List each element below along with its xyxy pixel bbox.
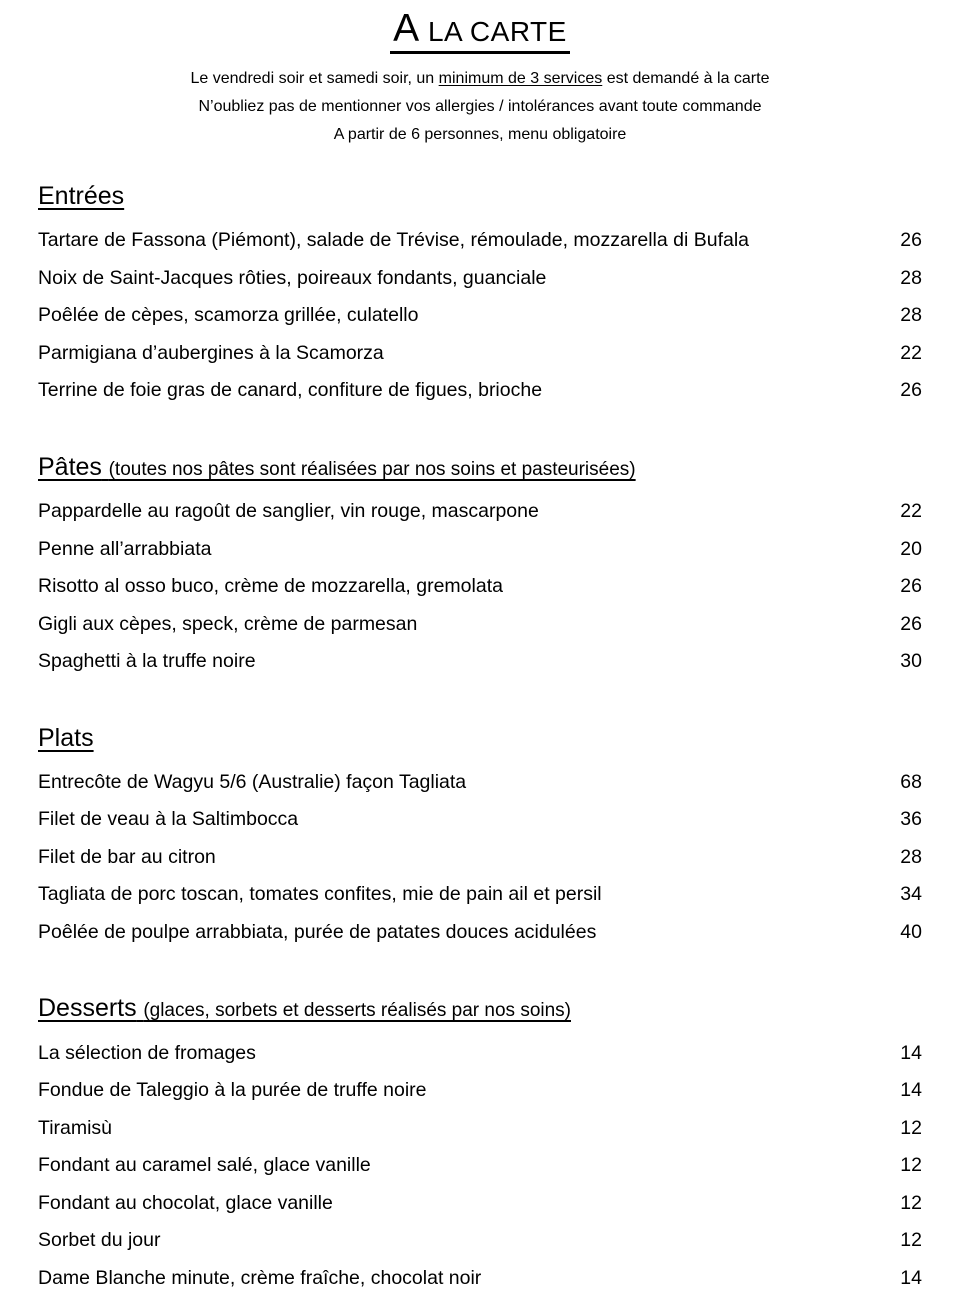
note-line-allergies: N’oubliez pas de mentionner vos allergies / intolérances avant toute commande: [198, 98, 762, 116]
menu-section-pates: [38, 452, 922, 681]
note-line1-underlined: minimum de 3 services: [438, 70, 603, 88]
item-name: Fondant au chocolat, glace vanille: [38, 1191, 333, 1214]
menu-item: [38, 297, 922, 335]
section-heading: [38, 993, 922, 1024]
item-name: Sorbet du jour: [38, 1229, 161, 1252]
item-name: Filet de veau à la Saltimbocca: [38, 808, 299, 831]
note-line-menu-obligatoire: A partir de 6 personnes, menu obligatoire: [333, 126, 627, 144]
item-price: 68: [900, 770, 922, 793]
item-price: 12: [900, 1191, 922, 1214]
item-name: Fondue de Taleggio à la purée de truffe noire: [38, 1079, 427, 1102]
menu-item: [38, 372, 922, 410]
item-list: [38, 493, 922, 681]
section-heading: [38, 452, 922, 483]
section-heading: [38, 723, 922, 754]
item-name: Spaghetti à la truffe noire: [38, 650, 256, 673]
item-price: 26: [900, 575, 922, 598]
menu-section-plats: [38, 723, 922, 952]
item-name: Poêlée de cèpes, scamorza grillée, culatello: [38, 304, 419, 327]
page-title-initial: A: [393, 7, 420, 50]
page-title-rest: LA CARTE: [419, 16, 567, 47]
note-line1-prefix: Le vendredi soir et samedi soir, un: [190, 70, 439, 88]
menu-item: [38, 764, 922, 802]
item-name: Noix de Saint-Jacques rôties, poireaux fondants, guanciale: [38, 266, 547, 289]
menu-item: [38, 260, 922, 298]
menu-item: [38, 606, 922, 644]
item-name: Tiramisù: [38, 1116, 113, 1139]
item-price: 26: [900, 379, 922, 402]
item-name: Filet de bar au citron: [38, 845, 216, 868]
menu-item: [38, 1110, 922, 1148]
item-price: 28: [900, 266, 922, 289]
item-list: [38, 1035, 922, 1298]
menu-item: [38, 839, 922, 877]
item-price: 14: [900, 1266, 922, 1289]
item-list: [38, 222, 922, 410]
item-price: 12: [900, 1116, 922, 1139]
menu-item: [38, 493, 922, 531]
menu-item: [38, 1147, 922, 1185]
item-name: Penne all’arrabbiata: [38, 537, 212, 560]
menu-item: [38, 914, 922, 952]
item-name: Terrine de foie gras de canard, confiture de figues, brioche: [38, 379, 543, 402]
menu-item: [38, 222, 922, 260]
section-heading: [38, 181, 922, 212]
menu-item: [38, 335, 922, 373]
section-title: Desserts: [38, 994, 137, 1023]
item-price: 40: [900, 920, 922, 943]
menu-item: [38, 876, 922, 914]
item-name: Parmigiana d’aubergines à la Scamorza: [38, 341, 384, 364]
item-price: 14: [900, 1041, 922, 1064]
item-list: [38, 764, 922, 952]
item-name: Tagliata de porc toscan, tomates confites, mie de pain ail et persil: [38, 883, 602, 906]
page-title: [390, 8, 570, 54]
menu-sections: [38, 181, 922, 1297]
menu-item: [38, 568, 922, 606]
section-title: Pâtes: [38, 452, 102, 481]
item-name: La sélection de fromages: [38, 1041, 256, 1064]
item-price: 28: [900, 304, 922, 327]
item-price: 22: [900, 341, 922, 364]
item-price: 12: [900, 1229, 922, 1252]
menu-item: [38, 801, 922, 839]
page-header: [38, 8, 922, 149]
menu-item: [38, 531, 922, 569]
section-title: Plats: [38, 723, 94, 752]
menu-item: [38, 643, 922, 681]
menu-item: [38, 1185, 922, 1223]
item-name: Fondant au caramel salé, glace vanille: [38, 1154, 371, 1177]
menu-item: [38, 1222, 922, 1260]
item-name: Risotto al osso buco, crème de mozzarella, gremolata: [38, 575, 503, 598]
menu-item: [38, 1035, 922, 1073]
item-price: 30: [900, 650, 922, 673]
section-note: (toutes nos pâtes sont réalisées par nos soins et pasteurisées): [108, 458, 636, 480]
item-price: 12: [900, 1154, 922, 1177]
item-name: Poêlée de poulpe arrabbiata, purée de patates douces acidulées: [38, 920, 597, 943]
item-name: Gigli aux cèpes, speck, crème de parmesan: [38, 612, 418, 635]
item-price: 34: [900, 883, 922, 906]
item-name: Pappardelle au ragoût de sanglier, vin rouge, mascarpone: [38, 500, 539, 523]
item-price: 22: [900, 500, 922, 523]
item-price: 26: [900, 229, 922, 252]
menu-section-entrees: [38, 181, 922, 410]
menu-section-desserts: [38, 993, 922, 1297]
item-price: 20: [900, 537, 922, 560]
menu-item: [38, 1072, 922, 1110]
section-note: (glaces, sorbets et desserts réalisés par nos soins): [143, 1000, 571, 1022]
item-name: Tartare de Fassona (Piémont), salade de Trévise, rémoulade, mozzarella di Bufala: [38, 229, 750, 252]
note-line-services: [38, 65, 922, 93]
item-price: 14: [900, 1079, 922, 1102]
header-notes: [38, 65, 922, 149]
item-price: 28: [900, 845, 922, 868]
item-name: Dame Blanche minute, crème fraîche, chocolat noir: [38, 1266, 482, 1289]
note-line1-suffix: est demandé à la carte: [602, 70, 770, 88]
section-title: Entrées: [38, 182, 125, 211]
item-price: 36: [900, 808, 922, 831]
item-name: Entrecôte de Wagyu 5/6 (Australie) façon Tagliata: [38, 770, 467, 793]
item-price: 26: [900, 612, 922, 635]
menu-item: [38, 1260, 922, 1298]
